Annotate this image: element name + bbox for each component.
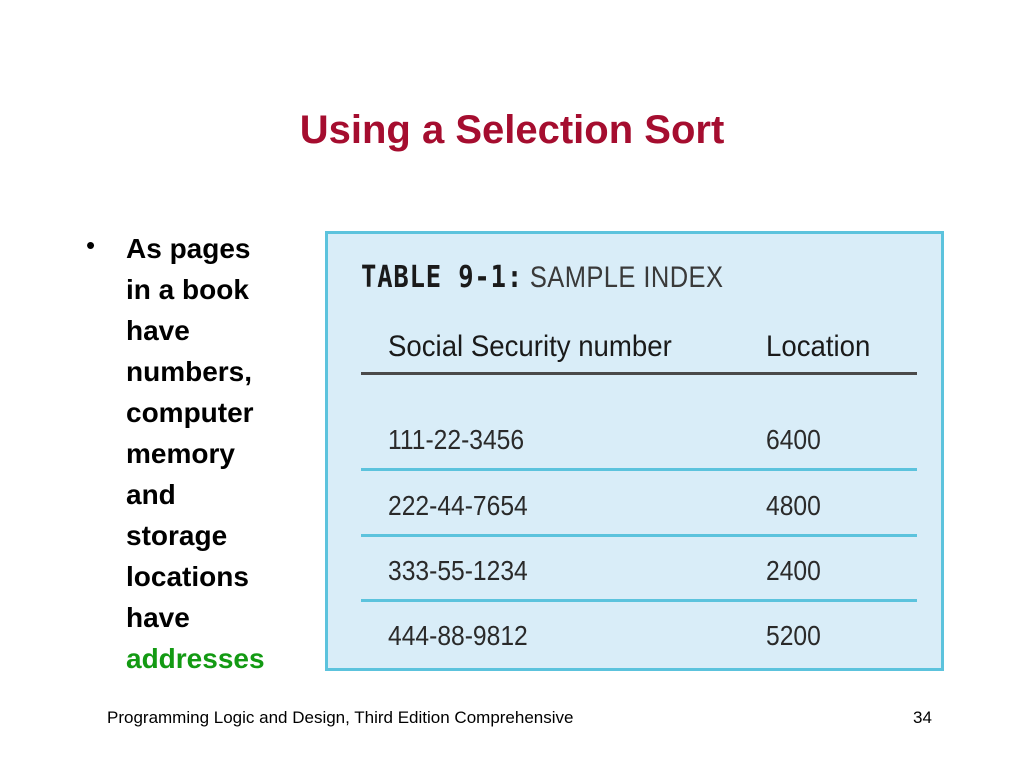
- bullet-highlight-addresses: addresses: [126, 643, 265, 674]
- cell-ssn: 333-55-1234: [388, 555, 528, 586]
- table-row: [361, 539, 917, 602]
- cell-ssn: 222-44-7654: [388, 490, 528, 521]
- table-caption-title: SAMPLE INDEX: [529, 261, 724, 294]
- bullet-line: have: [126, 602, 190, 633]
- table-row: [361, 474, 917, 537]
- bullet-marker: •: [86, 230, 96, 260]
- cell-location: 5200: [766, 620, 821, 651]
- footer-page-number: 34: [913, 708, 932, 727]
- bullet-line: have: [126, 315, 190, 346]
- footer-book-title: Programming Logic and Design, Third Edition Comprehensive: [107, 708, 574, 727]
- slide-title: Using a Selection Sort: [299, 108, 725, 152]
- table-caption-label: TABLE 9-1:: [361, 260, 524, 295]
- bullet-line: computer: [126, 397, 254, 428]
- column-header-location: Location: [766, 330, 871, 363]
- table-row: [361, 408, 917, 471]
- cell-location: 6400: [766, 424, 821, 455]
- cell-ssn: 111-22-3456: [388, 424, 525, 455]
- sample-index-table: [325, 231, 944, 671]
- table-row: [361, 604, 917, 664]
- column-header-ssn: Social Security number: [388, 330, 672, 363]
- cell-location: 4800: [766, 490, 821, 521]
- bullet-line: locations: [126, 561, 249, 592]
- cell-ssn: 444-88-9812: [388, 620, 528, 651]
- bullet-line: storage: [126, 520, 228, 551]
- bullet-line: As pages: [126, 233, 251, 264]
- bullet-text: [126, 228, 326, 679]
- cell-location: 2400: [766, 555, 821, 586]
- table-header-row: [361, 326, 917, 375]
- bullet-line: numbers,: [126, 356, 253, 387]
- bullet-line: in a book: [126, 274, 249, 305]
- table-caption: [361, 260, 723, 295]
- bullet-line: memory: [126, 438, 235, 469]
- bullet-line: and: [126, 479, 176, 510]
